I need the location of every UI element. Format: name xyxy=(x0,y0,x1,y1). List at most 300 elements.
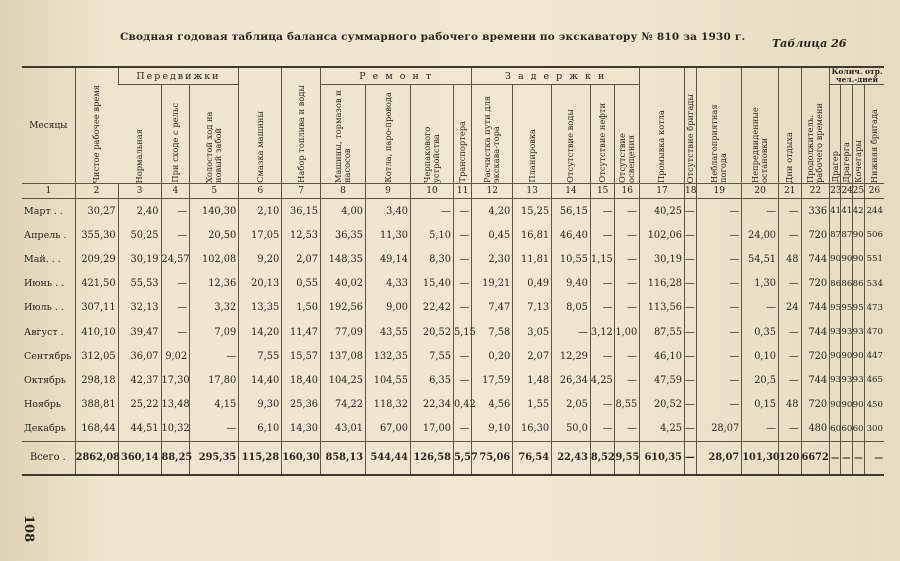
table-cell: — xyxy=(590,296,615,320)
table-cell: 2,40 xyxy=(118,199,161,224)
table-cell: 1,00 xyxy=(615,320,640,344)
table-cell: 388,81 xyxy=(75,393,118,417)
column-number: 1 xyxy=(22,184,75,199)
table-cell: 132,35 xyxy=(366,344,411,368)
table-cell: 720 xyxy=(801,272,830,296)
col-header-13: Планировка xyxy=(513,85,552,184)
table-caption: Сводная годовая таблица баланса суммарного рабочего времени по экскаватору № 810 за 1930 г. xyxy=(120,31,746,43)
table-cell: 42 xyxy=(852,199,864,224)
table-cell: 50,25 xyxy=(118,223,161,247)
month-cell: Март . . xyxy=(24,205,63,217)
total-cell: 8,52 xyxy=(590,441,615,475)
col-header-25: Кочегары xyxy=(852,85,864,184)
table-cell: 55,53 xyxy=(118,272,161,296)
table-cell: 60 xyxy=(852,417,864,442)
col-header-14: Отсутствие воды xyxy=(552,85,591,184)
table-cell: 720 xyxy=(801,344,830,368)
col-header-12: Расчистка пути для экскава-тора xyxy=(472,85,513,184)
table-row xyxy=(22,320,884,344)
table-cell: 6,10 xyxy=(239,417,282,442)
table-cell: 7,13 xyxy=(513,296,552,320)
group-peredvizhki: Передвижки xyxy=(118,67,239,85)
table-cell: 3,40 xyxy=(366,199,411,224)
column-number: 19 xyxy=(697,184,742,199)
total-cell: 9,55 xyxy=(615,441,640,475)
table-cell: 93 xyxy=(830,320,841,344)
table-cell: 30,27 xyxy=(75,199,118,224)
table-cell: 9,00 xyxy=(366,296,411,320)
column-number: 15 xyxy=(590,184,615,199)
table-cell: 93 xyxy=(852,320,864,344)
col-header-20: Непредвиденные остановки xyxy=(742,67,779,184)
table-cell: — xyxy=(779,199,801,224)
table-cell: 93 xyxy=(841,320,852,344)
table-cell: 56,15 xyxy=(552,199,591,224)
table-cell: 11,30 xyxy=(366,223,411,247)
table-cell: 0,10 xyxy=(742,344,779,368)
col-header-17: Промывка котла xyxy=(640,67,685,184)
table-cell: 10,32 xyxy=(161,417,190,442)
table-cell: 67,00 xyxy=(366,417,411,442)
table-cell: 11,81 xyxy=(513,247,552,271)
table-cell: 5,15 xyxy=(453,320,471,344)
total-cell: — xyxy=(864,441,884,475)
table-cell: 1,48 xyxy=(513,368,552,392)
col-header-22: Продолжитель. рабочего времени xyxy=(801,67,830,184)
table-cell: 744 xyxy=(801,247,830,271)
col-header-24: Драгерга xyxy=(841,85,852,184)
table-cell: — xyxy=(615,368,640,392)
table-cell: — xyxy=(779,368,801,392)
table-cell: 17,59 xyxy=(472,368,513,392)
total-cell: 160,30 xyxy=(282,441,321,475)
table-cell: 4,25 xyxy=(640,417,685,442)
table-cell: 9,10 xyxy=(472,417,513,442)
table-cell: — xyxy=(779,223,801,247)
column-number: 18 xyxy=(684,184,696,199)
table-cell: 1,30 xyxy=(742,272,779,296)
table-cell: — xyxy=(615,272,640,296)
table-cell: 3,12 xyxy=(590,320,615,344)
table-cell: 8,30 xyxy=(411,247,454,271)
total-cell: 22,43 xyxy=(552,441,591,475)
table-cell: 15,25 xyxy=(513,199,552,224)
table-cell: — xyxy=(779,272,801,296)
table-cell: — xyxy=(779,320,801,344)
table-cell: — xyxy=(161,199,190,224)
table-cell: 4,33 xyxy=(366,272,411,296)
table-cell: 44,51 xyxy=(118,417,161,442)
table-cell: — xyxy=(684,417,696,442)
total-cell: 6672 xyxy=(801,441,830,475)
table-row xyxy=(22,393,884,417)
table-row xyxy=(22,199,884,224)
table-cell: 2,30 xyxy=(472,247,513,271)
table-cell: 2,07 xyxy=(282,247,321,271)
table-cell: — xyxy=(453,223,471,247)
table-cell: 36,15 xyxy=(282,199,321,224)
table-cell: 32,13 xyxy=(118,296,161,320)
table-cell: 0,15 xyxy=(742,393,779,417)
table-cell: 1,15 xyxy=(590,247,615,271)
table-cell: 744 xyxy=(801,368,830,392)
table-cell: 87,55 xyxy=(640,320,685,344)
table-cell: — xyxy=(590,199,615,224)
table-body xyxy=(22,199,884,475)
table-cell: 14,30 xyxy=(282,417,321,442)
table-cell: — xyxy=(697,223,742,247)
table-cell: 0,42 xyxy=(453,393,471,417)
table-cell: — xyxy=(615,199,640,224)
table-cell: 90 xyxy=(852,344,864,368)
table-cell: 93 xyxy=(841,368,852,392)
table-cell: 6,35 xyxy=(411,368,454,392)
table-cell: — xyxy=(453,296,471,320)
table-cell: 4,15 xyxy=(190,393,239,417)
table-cell: — xyxy=(684,223,696,247)
table-label: Таблица 26 xyxy=(772,37,847,50)
table-cell: 87 xyxy=(841,223,852,247)
table-cell: — xyxy=(697,368,742,392)
table-cell: 148,35 xyxy=(321,247,366,271)
table-cell: — xyxy=(684,393,696,417)
table-cell: 447 xyxy=(864,344,884,368)
page-number: 108 xyxy=(21,515,36,543)
table-cell: — xyxy=(590,417,615,442)
total-cell: 360,14 xyxy=(118,441,161,475)
table-cell: 355,30 xyxy=(75,223,118,247)
table-cell: 28,07 xyxy=(697,417,742,442)
table-cell: 20,52 xyxy=(411,320,454,344)
table-cell: 116,28 xyxy=(640,272,685,296)
table-cell: 86 xyxy=(852,272,864,296)
table-cell: 14,40 xyxy=(239,368,282,392)
table-cell: 450 xyxy=(864,393,884,417)
month-cell: Апрель . xyxy=(24,229,67,241)
table-cell: 14,20 xyxy=(239,320,282,344)
table-cell: — xyxy=(161,272,190,296)
table-cell: 77,09 xyxy=(321,320,366,344)
table-cell: — xyxy=(684,344,696,368)
total-cell: 610,35 xyxy=(640,441,685,475)
table-cell: 43,01 xyxy=(321,417,366,442)
table-cell: 17,00 xyxy=(411,417,454,442)
col-header-5: Холостой ход на новый забой xyxy=(190,85,239,184)
table-cell: 30,19 xyxy=(118,247,161,271)
col-header-18: Отсутствие бригады xyxy=(684,67,696,184)
total-cell: 88,25 xyxy=(161,441,190,475)
table-cell: 95 xyxy=(841,296,852,320)
table-cell: 104,55 xyxy=(366,368,411,392)
column-number: 23 xyxy=(830,184,841,199)
table-cell: 12,53 xyxy=(282,223,321,247)
table-cell: 9,40 xyxy=(552,272,591,296)
table-cell: — xyxy=(161,296,190,320)
table-cell: 16,30 xyxy=(513,417,552,442)
column-number: 17 xyxy=(640,184,685,199)
table-cell: 17,80 xyxy=(190,368,239,392)
table-cell: 2,07 xyxy=(513,344,552,368)
table-cell: 720 xyxy=(801,223,830,247)
table-row xyxy=(22,296,884,320)
table-row xyxy=(22,223,884,247)
table-cell: 90 xyxy=(852,223,864,247)
total-cell: 5,57 xyxy=(453,441,471,475)
column-number: 11 xyxy=(453,184,471,199)
table-cell: 41 xyxy=(841,199,852,224)
total-cell: — xyxy=(852,441,864,475)
table-cell: 60 xyxy=(830,417,841,442)
table-cell: 17,30 xyxy=(161,368,190,392)
table-cell: — xyxy=(615,223,640,247)
table-cell: 49,14 xyxy=(366,247,411,271)
table-cell: — xyxy=(779,417,801,442)
table-cell: — xyxy=(161,223,190,247)
table-cell: — xyxy=(615,247,640,271)
total-cell: 75,06 xyxy=(472,441,513,475)
total-cell: — xyxy=(684,441,696,475)
table-cell: 1,55 xyxy=(513,393,552,417)
col-header-10: Черпакового устройства xyxy=(411,85,454,184)
table-cell: 4,20 xyxy=(472,199,513,224)
table-cell: 30,19 xyxy=(640,247,685,271)
column-number: 10 xyxy=(411,184,454,199)
total-cell: 120 xyxy=(779,441,801,475)
col-header-2: Чистое рабочее время xyxy=(75,67,118,184)
column-number: 2 xyxy=(75,184,118,199)
table-cell: 118,32 xyxy=(366,393,411,417)
month-cell: Июнь . . xyxy=(24,278,65,290)
total-cell: 115,28 xyxy=(239,441,282,475)
table-cell: — xyxy=(590,223,615,247)
table-cell: — xyxy=(615,417,640,442)
column-number: 4 xyxy=(161,184,190,199)
table-cell: 534 xyxy=(864,272,884,296)
table-cell: 465 xyxy=(864,368,884,392)
total-cell: 101,30 xyxy=(742,441,779,475)
total-cell: 858,13 xyxy=(321,441,366,475)
table-cell: 7,55 xyxy=(239,344,282,368)
table-row xyxy=(22,417,884,442)
table-cell: 0,20 xyxy=(472,344,513,368)
table-cell: — xyxy=(742,417,779,442)
total-cell: 2862,08 xyxy=(75,441,118,475)
table-cell: 46,40 xyxy=(552,223,591,247)
table-cell: 24 xyxy=(779,296,801,320)
table-cell: 506 xyxy=(864,223,884,247)
table-cell: 47,59 xyxy=(640,368,685,392)
table-row xyxy=(22,344,884,368)
table-cell: 74,22 xyxy=(321,393,366,417)
table-cell: 4,25 xyxy=(590,368,615,392)
table-cell: — xyxy=(697,320,742,344)
col-header-7: Набор топлива и воды xyxy=(282,67,321,184)
table-cell: 168,44 xyxy=(75,417,118,442)
table-cell: 24,00 xyxy=(742,223,779,247)
table-cell: — xyxy=(590,393,615,417)
table-cell: 12,29 xyxy=(552,344,591,368)
table-row xyxy=(22,272,884,296)
table-cell: 16,81 xyxy=(513,223,552,247)
table-cell: 93 xyxy=(830,368,841,392)
table-cell: — xyxy=(684,320,696,344)
table-cell: 40,25 xyxy=(640,199,685,224)
table-cell: 15,40 xyxy=(411,272,454,296)
total-cell: 126,58 xyxy=(411,441,454,475)
table-cell: — xyxy=(684,247,696,271)
table-cell: — xyxy=(453,417,471,442)
table-cell: 54,51 xyxy=(742,247,779,271)
table-cell: 4,00 xyxy=(321,199,366,224)
table-cell: — xyxy=(453,199,471,224)
table-cell: — xyxy=(684,199,696,224)
table-cell: 7,09 xyxy=(190,320,239,344)
table-cell: — xyxy=(742,199,779,224)
column-number: 26 xyxy=(864,184,884,199)
total-cell: 295,35 xyxy=(190,441,239,475)
col-header-3: Нормальная xyxy=(133,128,144,183)
table-cell: — xyxy=(190,417,239,442)
table-cell: 15,57 xyxy=(282,344,321,368)
column-number: 9 xyxy=(366,184,411,199)
table-cell: — xyxy=(453,368,471,392)
table-cell: 46,10 xyxy=(640,344,685,368)
col-header-1: Месяцы xyxy=(22,67,75,184)
table-cell: 551 xyxy=(864,247,884,271)
table-cell: 20,13 xyxy=(239,272,282,296)
table-cell: 336 xyxy=(801,199,830,224)
table-cell: 480 xyxy=(801,417,830,442)
table-cell: 11,47 xyxy=(282,320,321,344)
col-header-23: Драгер xyxy=(830,85,841,184)
month-cell: Декабрь xyxy=(24,423,66,435)
table-cell: 12,36 xyxy=(190,272,239,296)
col-header-6: Смазка машины xyxy=(239,67,282,184)
table-cell: 102,06 xyxy=(640,223,685,247)
table-cell: — xyxy=(411,199,454,224)
group-kolich: Колич. отр. чел.-дней xyxy=(831,67,883,84)
table-cell: — xyxy=(590,272,615,296)
table-cell: 48 xyxy=(779,247,801,271)
table-cell: — xyxy=(684,368,696,392)
table-cell: 95 xyxy=(830,296,841,320)
table-cell: 22,42 xyxy=(411,296,454,320)
table-cell: — xyxy=(615,296,640,320)
table-cell: 39,47 xyxy=(118,320,161,344)
month-cell: Май. . . xyxy=(24,253,61,265)
table-cell: 744 xyxy=(801,296,830,320)
table-cell: 26,34 xyxy=(552,368,591,392)
column-number: 21 xyxy=(779,184,801,199)
table-cell: — xyxy=(615,344,640,368)
table-cell: 40,02 xyxy=(321,272,366,296)
table-cell: 307,11 xyxy=(75,296,118,320)
total-cell: — xyxy=(830,441,841,475)
table-cell: 473 xyxy=(864,296,884,320)
table-cell: — xyxy=(552,320,591,344)
table-cell: 90 xyxy=(852,247,864,271)
table-cell: — xyxy=(779,344,801,368)
month-cell: Сентябрь xyxy=(24,350,72,362)
table-cell: 244 xyxy=(864,199,884,224)
total-cell: — xyxy=(841,441,852,475)
table-row xyxy=(22,368,884,392)
table-cell: — xyxy=(453,272,471,296)
column-number: 24 xyxy=(841,184,852,199)
table-cell: 20,50 xyxy=(190,223,239,247)
table-cell: 9,30 xyxy=(239,393,282,417)
col-header-21: Дни отдыха xyxy=(779,67,801,184)
col-header-16: Отсутствие освещения xyxy=(615,85,640,184)
column-number: 16 xyxy=(615,184,640,199)
table-cell: 90 xyxy=(830,247,841,271)
table-cell: 13,48 xyxy=(161,393,190,417)
total-cell: 544,44 xyxy=(366,441,411,475)
table-cell: 0,45 xyxy=(472,223,513,247)
group-remont: Р е м о н т xyxy=(321,67,472,85)
column-number: 7 xyxy=(282,184,321,199)
table-cell: 95 xyxy=(852,296,864,320)
table-cell: 7,55 xyxy=(411,344,454,368)
table-cell: 4,56 xyxy=(472,393,513,417)
table-cell: 13,35 xyxy=(239,296,282,320)
table-cell: 470 xyxy=(864,320,884,344)
total-cell: 76,54 xyxy=(513,441,552,475)
table-cell: — xyxy=(453,247,471,271)
column-number: 25 xyxy=(852,184,864,199)
month-cell: Октябрь xyxy=(24,374,66,386)
column-number: 14 xyxy=(552,184,591,199)
table-cell: 90 xyxy=(841,344,852,368)
table-cell: — xyxy=(697,272,742,296)
table-cell: 137,08 xyxy=(321,344,366,368)
table-cell: 3,32 xyxy=(190,296,239,320)
total-label: Всего . xyxy=(22,441,75,475)
table-cell: 86 xyxy=(830,272,841,296)
month-cell: Июль . . xyxy=(24,302,64,314)
table-cell: 48 xyxy=(779,393,801,417)
table-cell: 720 xyxy=(801,393,830,417)
column-number: 8 xyxy=(321,184,366,199)
table-cell: 1,50 xyxy=(282,296,321,320)
column-number: 12 xyxy=(472,184,513,199)
table-cell: 410,10 xyxy=(75,320,118,344)
group-zaderzhki: З а д е р ж к и xyxy=(472,67,640,85)
table-cell: — xyxy=(684,296,696,320)
col-header-9: Котла, паро-провода xyxy=(366,85,411,184)
table-cell: 421,50 xyxy=(75,272,118,296)
table-cell: 50,0 xyxy=(552,417,591,442)
table-cell: 17,05 xyxy=(239,223,282,247)
col-header-19: Неблагоприятная погода xyxy=(697,67,742,184)
table-cell: — xyxy=(697,393,742,417)
table-cell: 10,55 xyxy=(552,247,591,271)
column-number-row xyxy=(22,184,884,199)
table-cell: 90 xyxy=(841,247,852,271)
table-cell: — xyxy=(684,272,696,296)
table-cell: 2,10 xyxy=(239,199,282,224)
table-cell: 25,36 xyxy=(282,393,321,417)
table-cell: 102,08 xyxy=(190,247,239,271)
total-row xyxy=(22,441,884,475)
table-cell: 24,57 xyxy=(161,247,190,271)
table-row xyxy=(22,247,884,271)
table-cell: 87 xyxy=(830,223,841,247)
table-cell: 42,37 xyxy=(118,368,161,392)
column-number: 20 xyxy=(742,184,779,199)
table-cell: 104,25 xyxy=(321,368,366,392)
table-cell: 7,58 xyxy=(472,320,513,344)
